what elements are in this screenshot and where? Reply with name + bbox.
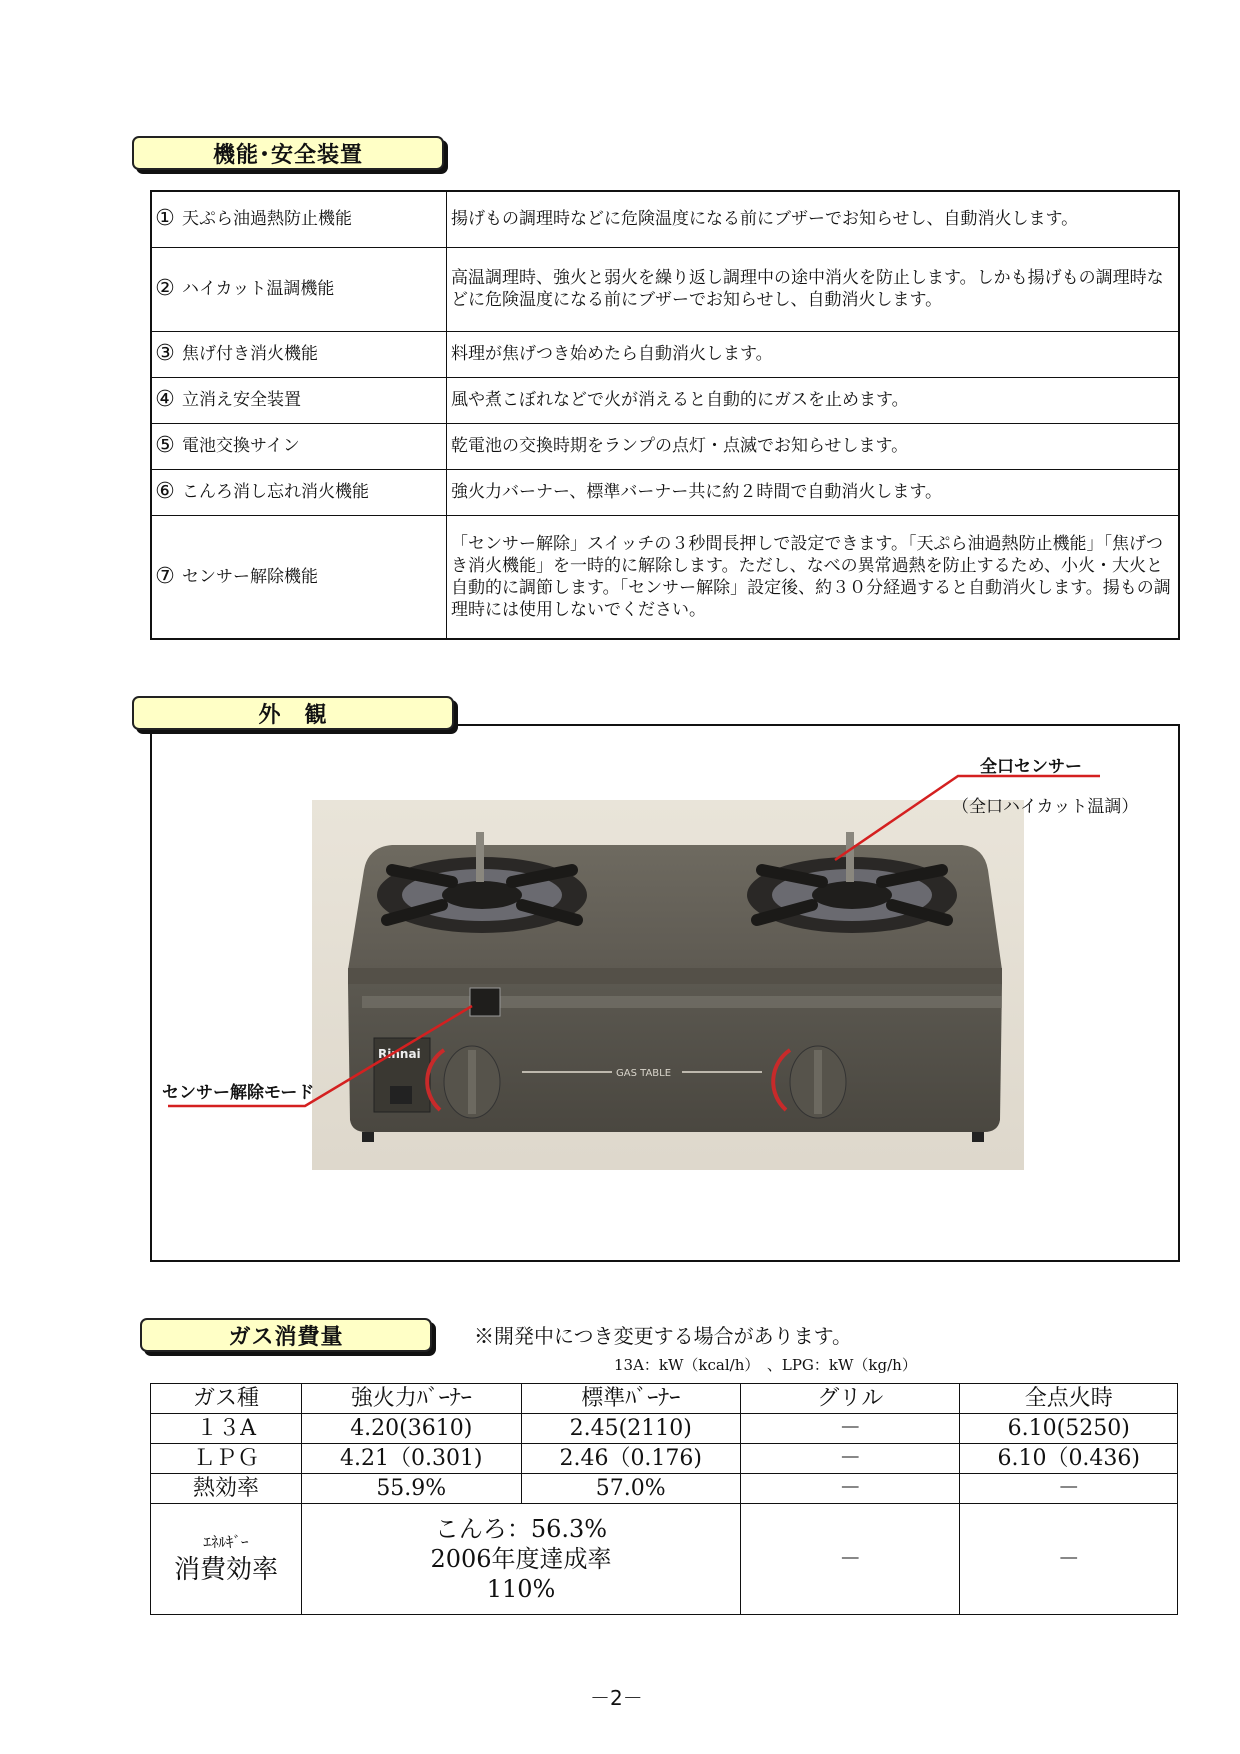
feature-desc: 揚げもの調理時などに危険温度になる前にブザーでお知らせし、自動消火します。: [447, 191, 1180, 247]
cell: ＬＰＧ: [151, 1444, 302, 1474]
section-title: ガス消費量: [228, 1324, 344, 1350]
cell: １３A: [151, 1414, 302, 1444]
feature-name: 立消え安全装置: [178, 377, 447, 423]
feature-name: センサー解除機能: [178, 515, 447, 639]
cell: 55.9%: [302, 1474, 521, 1504]
table-row: [151, 1444, 1178, 1474]
cell: 熱効率: [151, 1474, 302, 1504]
table-header-row: [151, 1384, 1178, 1414]
unit-note: 13A：kW（kcal/h） 、LPG：kW（kg/h）: [614, 1356, 917, 1374]
feature-name: 電池交換サイン: [178, 423, 447, 469]
cell: －: [960, 1504, 1178, 1615]
energy-label-big: 消費効率: [174, 1555, 279, 1585]
row-number: ④: [151, 377, 178, 423]
energy-line-1: こんろ：56.3%: [434, 1515, 608, 1543]
cell: 4.21（0.301): [302, 1444, 521, 1474]
row-number: ①: [151, 191, 178, 247]
gas-consumption-table: [150, 1383, 1178, 1615]
row-number: ⑥: [151, 469, 178, 515]
cell: 2.46（0.176): [521, 1444, 740, 1474]
feature-desc: 「センサー解除」スイッチの３秒間長押しで設定できます。「天ぷら油過熱防止機能」「焦げつき消火機能」を一時的に解除します。ただし、なべの異常過熱を防止するため、小火・大火と自動的に調節します。「センサー解除」設定後、約３０分経過すると自動消火します。揚もの調理時には使用しないでください。: [447, 515, 1180, 639]
header-cell: ガス種: [151, 1384, 302, 1414]
feature-name: こんろ消し忘れ消火機能: [178, 469, 447, 515]
cell: －: [740, 1414, 959, 1444]
development-note: ※開発中につき変更する場合があります。: [474, 1324, 852, 1348]
feature-name: ハイカット温調機能: [178, 247, 447, 331]
row-number: ②: [151, 247, 178, 331]
energy-label-small: ｴﾈﾙｷﾞｰ: [203, 1533, 249, 1551]
cell: －: [960, 1474, 1178, 1504]
cell: －: [740, 1444, 959, 1474]
header-cell: 全点火時: [960, 1384, 1178, 1414]
energy-value-cell: [302, 1504, 741, 1615]
feature-name: 焦げ付き消火機能: [178, 331, 447, 377]
feature-desc: 強火力バーナー、標準バーナー共に約２時間で自動消火します。: [447, 469, 1180, 515]
energy-line-3: 110%: [486, 1575, 556, 1603]
sensor-label: 全口センサー: [980, 757, 1082, 777]
row-number: ⑤: [151, 423, 178, 469]
section-title: 外 観: [258, 702, 328, 728]
sensor-callout-line: [835, 776, 1100, 860]
cell: －: [740, 1474, 959, 1504]
header-cell: グリル: [740, 1384, 959, 1414]
energy-efficiency-row: [151, 1504, 1178, 1615]
feature-desc: 料理が焦げつき始めたら自動消火します。: [447, 331, 1180, 377]
feature-desc: 乾電池の交換時期をランプの点灯・点滅でお知らせします。: [447, 423, 1180, 469]
row-number: ⑦: [151, 515, 178, 639]
section-header-gas: [140, 1318, 432, 1352]
cell: 6.10(5250): [960, 1414, 1178, 1444]
energy-line-2: 2006年度達成率: [430, 1545, 612, 1573]
row-number: ③: [151, 331, 178, 377]
gas-table-label: GAS TABLE: [616, 1068, 672, 1079]
cell: －: [740, 1504, 959, 1615]
page-number: －2－: [590, 1686, 643, 1710]
section-title: 機能･安全装置: [212, 142, 363, 168]
cell: 2.45(2110): [521, 1414, 740, 1444]
feature-desc: 風や煮こぼれなどで火が消えると自動的にガスを止めます。: [447, 377, 1180, 423]
table-row: [151, 1474, 1178, 1504]
release-mode-label: センサー解除モード: [162, 1083, 315, 1103]
sensor-sublabel: （全口ハイカット温調）: [952, 797, 1139, 817]
cell: 57.0%: [521, 1474, 740, 1504]
table-row: [151, 1414, 1178, 1444]
feature-name: 天ぷら油過熱防止機能: [178, 191, 447, 247]
cell: 6.10（0.436): [960, 1444, 1178, 1474]
header-cell: 標準ﾊﾞｰﾅｰ: [521, 1384, 740, 1414]
feature-desc: 高温調理時、強火と弱火を繰り返し調理中の途中消火を防止します。しかも揚げもの調理時などに危険温度になる前にブザーでお知らせし、自動消火します。: [447, 247, 1180, 331]
cell: 4.20(3610): [302, 1414, 521, 1444]
header-cell: 強火力ﾊﾞｰﾅｰ: [302, 1384, 521, 1414]
energy-label-cell: [151, 1504, 302, 1615]
brand-logo: Rinnai: [378, 1047, 421, 1061]
